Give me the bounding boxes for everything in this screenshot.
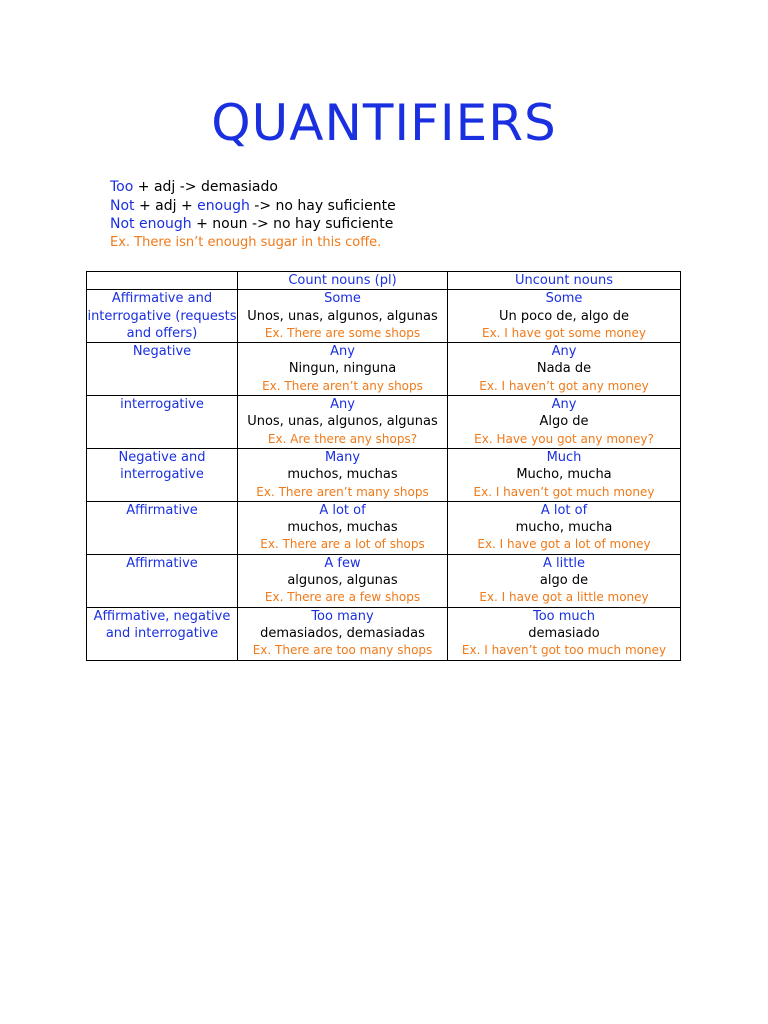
rule-example: Ex. There isn’t enough sugar in this coffe. [110, 234, 382, 250]
translation: muchos, muchas [287, 467, 398, 483]
translation: demasiados, demasiadas [260, 625, 425, 641]
quantifier-word: Any [330, 397, 355, 413]
quantifier-word: Some [324, 291, 361, 307]
count-cell [238, 396, 448, 449]
table-row [87, 501, 681, 554]
example: Ex. I haven’t got any money [479, 378, 649, 393]
table-header-row [87, 272, 681, 290]
header-empty-cell [87, 272, 238, 290]
translation: algunos, algunas [287, 573, 398, 589]
row-category: interrogative [87, 396, 238, 449]
quantifier-word: Too many [311, 608, 374, 624]
rule-not-enough-noun [110, 215, 396, 234]
count-cell [238, 501, 448, 554]
rule-keyword: Not enough [110, 216, 192, 232]
table-row [87, 343, 681, 396]
example: Ex. I haven’t got too much money [461, 643, 667, 658]
row-category: Affirmative [87, 554, 238, 607]
rules-block [110, 178, 396, 252]
uncount-cell [448, 501, 681, 554]
quantifier-word: Some [545, 291, 583, 307]
row-category: Affirmative and interrogative (requests and offers) [87, 291, 237, 341]
table-row [87, 554, 681, 607]
count-cell [238, 607, 448, 660]
count-cell [238, 554, 448, 607]
uncount-cell [448, 396, 681, 449]
row-category: Affirmative, negative and interrogative [87, 607, 238, 660]
rule-keyword: Too [110, 179, 134, 195]
table-row [87, 448, 681, 501]
quantifier-word: A little [542, 555, 586, 571]
rule-not-adj-enough [110, 197, 396, 216]
quantifier-word: Too much [532, 608, 596, 624]
translation: demasiado [528, 625, 600, 641]
quantifier-word: A lot of [540, 502, 588, 518]
quantifier-word: Many [324, 449, 361, 465]
quantifier-word: Any [551, 344, 577, 360]
uncount-cell [448, 290, 681, 343]
count-cell [238, 448, 448, 501]
translation: Unos, unas, algunos, algunas [247, 308, 438, 324]
example: Ex. Have you got any money? [474, 431, 654, 446]
header-count-nouns: Count nouns (pl) [238, 272, 448, 290]
translation: Mucho, mucha [516, 467, 612, 483]
rule-text: + noun -> no hay suficiente [191, 216, 394, 232]
uncount-cell [448, 448, 681, 501]
table-row [87, 396, 681, 449]
rule-keyword: Not [110, 197, 135, 214]
rule-too [110, 178, 396, 197]
translation: Algo de [539, 414, 589, 430]
example: Ex. There are a lot of shops [260, 537, 425, 552]
rule-text-2: -> no hay suficiente [249, 197, 396, 214]
rule-text: + adj -> demasiado [133, 179, 278, 195]
quantifiers-table [86, 271, 681, 661]
table-row [87, 290, 681, 343]
row-category: Negative and interrogative [87, 448, 238, 501]
count-cell [238, 290, 448, 343]
rule-text: + adj + [134, 197, 198, 214]
example: Ex. There are a few shops [264, 590, 421, 605]
quantifier-word: Much [546, 449, 582, 465]
translation: mucho, mucha [515, 520, 613, 536]
page-title: QUANTIFIERS [211, 94, 557, 152]
example: Ex. There aren’t any shops [262, 378, 423, 393]
uncount-cell [448, 343, 681, 396]
example: Ex. I have got a little money [479, 590, 649, 605]
example: Ex. There aren’t many shops [256, 484, 429, 499]
count-cell [238, 343, 448, 396]
translation: Ningun, ninguna [288, 361, 397, 377]
rule-keyword-2: enough [197, 197, 250, 214]
example: Ex. There are some shops [264, 325, 421, 340]
row-category: Affirmative [87, 501, 238, 554]
example: Ex. There are too many shops [252, 643, 433, 658]
example: Ex. Are there any shops? [267, 431, 418, 446]
translation: algo de [539, 573, 589, 589]
header-uncount-nouns: Uncount nouns [448, 272, 681, 290]
row-category: Negative [87, 343, 238, 396]
quantifier-word: A lot of [319, 502, 366, 518]
example: Ex. I have got some money [481, 325, 646, 340]
example: Ex. I have got a lot of money [477, 537, 651, 552]
translation: Un poco de, algo de [498, 308, 629, 324]
quantifier-word: Any [551, 397, 577, 413]
translation: muchos, muchas [287, 520, 398, 536]
table-row [87, 607, 681, 660]
uncount-cell [448, 554, 681, 607]
translation: Nada de [536, 361, 592, 377]
quantifier-word: A few [324, 555, 361, 571]
quantifier-word: Any [330, 344, 355, 360]
translation: Unos, unas, algunos, algunas [247, 414, 438, 430]
uncount-cell [448, 607, 681, 660]
example: Ex. I haven’t got much money [473, 484, 655, 499]
